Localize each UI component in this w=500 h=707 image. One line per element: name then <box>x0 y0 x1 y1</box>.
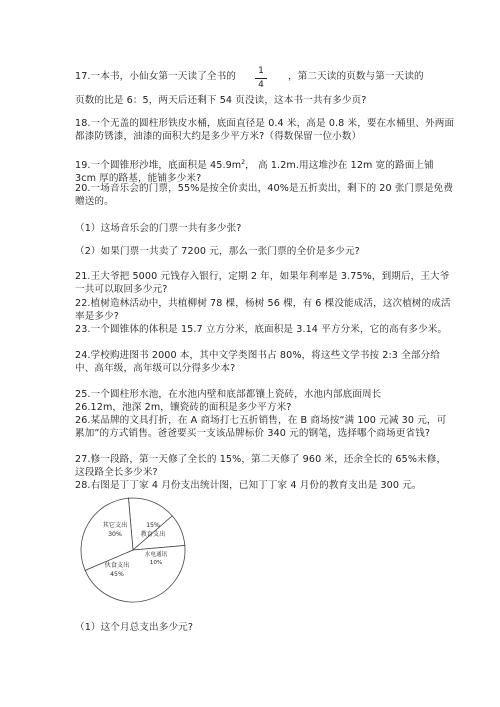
q28-text: 28.右图是丁丁家 4 月份支出统计图，已知丁丁家 4 月份的教育支出是 300 元。 <box>75 480 422 491</box>
pie-pct-3: 10% <box>149 560 163 566</box>
q18-text: 18.一个无盖的圆柱形铁皮水桶，底面直径是 0.4 米，高是 0.8 米，要在水桶里、外两面都漆防锈漆，油漆的面积大约是多少平方米?（得数保留一位小数） <box>75 118 455 143</box>
fraction-numerator: 1 <box>258 66 264 76</box>
q23-text: 23.一个圆锥体的体积是 15.7 立方分米，底面积是 3.14 平方分米，它的高有多少米。 <box>75 324 448 335</box>
pie-label-3: 水电通讯 <box>144 552 168 558</box>
q20-sub1: （1）这场音乐会的门票一共有多少张? <box>75 223 242 234</box>
q27-text: 27.修一段路，第一天修了全长的 15%，第二天修了 960 米，还余全长的 65%未修，这段路全长多少米? <box>75 454 447 479</box>
pie-pct-1: 30% <box>108 531 122 538</box>
pie-pct-2: 15% <box>146 522 160 529</box>
q25-text: 25.一个圆柱形水池，在水池内壁和底部都镶上瓷砖，水池内部底面周长 <box>75 389 382 400</box>
pie-label-2: 教育支出 <box>140 531 166 538</box>
q26-text: 26.12m，池深 2m，镶瓷砖的面积是多少平方米? <box>75 402 292 413</box>
expense-pie-chart <box>78 495 188 605</box>
q17-fraction <box>255 66 267 91</box>
q22-text: 22.植树造林活动中，共植柳树 78 棵，杨树 56 棵，有 6 棵没能成活，这次植树的成活率是多少? <box>75 298 451 323</box>
pie-pct-4: 45% <box>110 571 124 578</box>
q24-text: 24.学校购进图书 2000 本，其中文学类图书占 80%，将这些文学书按 2:3 全部分给中、高年级，高年级可以分得多少本? <box>75 350 440 375</box>
q20-sub2: （2）如果门票一共卖了 7200 元，那么一张门票的全价是多少元? <box>75 246 360 257</box>
pie-label-4: 伙食支出 <box>104 562 130 569</box>
q17-line1a: 17.一本书，小仙女第一天读了全书的 <box>75 71 236 82</box>
q19-text: 19.一个圆锥形沙堆，底面积是 $45.9m^2$， 高 1.2m.用这堆沙在 12m 宽的路面上铺 3cm 厚的路基，能铺多少米? <box>75 159 434 185</box>
q28-sub1: （1）这个月总支出多少元? <box>75 622 194 633</box>
q26b-text: 26.某品牌的文具打折，在 A 商场打七五折销售，在 B 商场按“满 100 元减 30 元，可累加”的方式销售。爸爸要买一支该品牌标价 340 元的钢笔，选择哪个商场更省钱? <box>75 415 447 440</box>
fraction-denominator: 4 <box>258 80 264 90</box>
q21-text: 21.王大爷把 5000 元钱存入银行，定期 2 年，如果年利率是 3.75%，到期后，王大爷一共可以取回多少元? <box>75 271 450 296</box>
q20-text: 20.一场音乐会的门票，55%是按全价卖出，40%是五折卖出，剩下的 20 张门票是免费赠送的。 <box>75 183 454 208</box>
pie-label-1: 其它支出 <box>102 522 128 529</box>
q17-line1b: ，第二天读的页数与第一天读的 <box>288 71 424 82</box>
q17-line2: 页数的比是 6：5，两天后还剩下 54 页没读，这本书一共有多少页? <box>75 95 367 106</box>
